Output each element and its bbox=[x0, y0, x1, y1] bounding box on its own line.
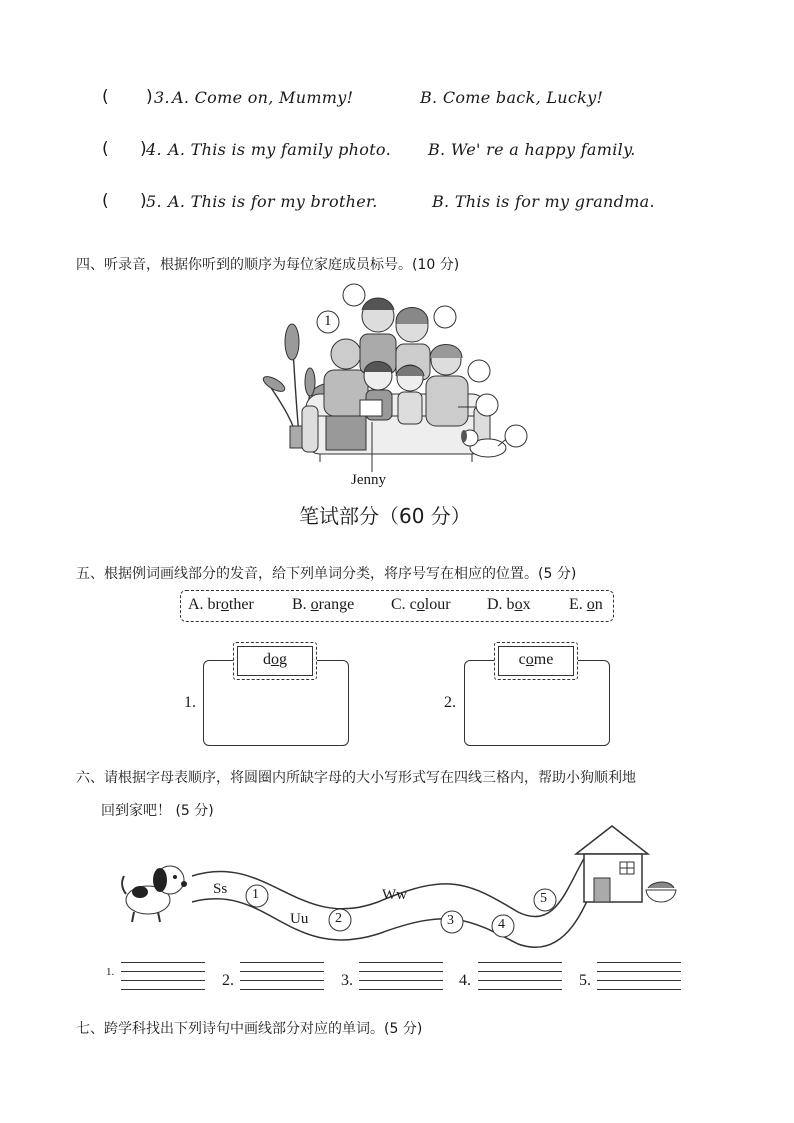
option-word-a: A. brother bbox=[188, 596, 254, 613]
answer-label-3: 3. bbox=[341, 972, 353, 989]
label-circle[interactable] bbox=[476, 394, 498, 416]
road-circle-4: 4 bbox=[498, 917, 505, 932]
answer-label-2: 2. bbox=[222, 972, 234, 989]
writing-lines-5[interactable] bbox=[597, 962, 681, 992]
letter-ww: Ww bbox=[382, 887, 407, 903]
writing-lines-1[interactable] bbox=[121, 962, 205, 992]
q3-item-4 bbox=[102, 139, 722, 163]
family-illustration bbox=[262, 276, 534, 490]
option-a: A. Come on, Mummy! bbox=[172, 88, 354, 107]
option-b: B. This is for my grandma. bbox=[432, 192, 655, 211]
item-number: 5. bbox=[146, 192, 162, 211]
label-circle[interactable] bbox=[343, 284, 365, 306]
jenny-label: Jenny bbox=[351, 472, 386, 488]
option-word-e: E. on bbox=[569, 596, 603, 613]
item-number: 3. bbox=[154, 88, 170, 107]
writing-lines-3[interactable] bbox=[359, 962, 443, 992]
section-4-title: 四、听录音，根据你听到的顺序为每位家庭成员标号。(10 分) bbox=[76, 257, 460, 273]
answer-paren-close: ) bbox=[146, 87, 153, 107]
writing-lines-4[interactable] bbox=[478, 962, 562, 992]
box-label-2: 2. bbox=[444, 694, 456, 711]
alphabet-path-illustration bbox=[118, 822, 688, 956]
item-number: 4. bbox=[146, 140, 162, 159]
road-circle-2: 2 bbox=[335, 911, 342, 926]
answer-paren-open[interactable]: ( bbox=[102, 191, 109, 211]
answer-label-5: 5. bbox=[579, 972, 591, 989]
label-circle[interactable] bbox=[505, 425, 527, 447]
written-part-heading: 笔试部分（60 分） bbox=[299, 504, 471, 528]
answer-label-4: 4. bbox=[459, 972, 471, 989]
label-circle[interactable] bbox=[434, 306, 456, 328]
option-word-d: D. box bbox=[487, 596, 531, 613]
circle-label-one: 1 bbox=[324, 313, 332, 329]
q3-item-5 bbox=[102, 191, 722, 215]
section-6-title-line1: 六、请根据字母表顺序，将圆圈内所缺字母的大小写形式写在四线三格内，帮助小狗顺利地 bbox=[76, 770, 636, 786]
example-word-tag-come: come bbox=[494, 642, 578, 680]
q3-item-3 bbox=[102, 87, 722, 111]
answer-label-1: 1. bbox=[106, 966, 115, 978]
answer-paren-close: ) bbox=[140, 139, 147, 159]
road-circle-3: 3 bbox=[447, 913, 454, 928]
answer-paren-open[interactable]: ( bbox=[102, 87, 109, 107]
road-circle-5: 5 bbox=[540, 891, 547, 906]
option-b: B. Come back, Lucky! bbox=[420, 88, 604, 107]
box-label-1: 1. bbox=[184, 694, 196, 711]
option-word-c: C. colour bbox=[391, 596, 451, 613]
label-circle[interactable] bbox=[468, 360, 490, 382]
section-6-title-line2: 回到家吧！ (5 分) bbox=[101, 803, 214, 819]
section-7-title: 七、跨学科找出下列诗句中画线部分对应的单词。(5 分) bbox=[76, 1021, 423, 1037]
letter-ss: Ss bbox=[213, 881, 228, 897]
writing-lines-2[interactable] bbox=[240, 962, 324, 992]
option-a: A. This is for my brother. bbox=[168, 192, 378, 211]
family-picture-icon bbox=[262, 276, 534, 490]
option-b: B. We' re a happy family. bbox=[428, 140, 636, 159]
option-word-b: B. orange bbox=[292, 596, 355, 613]
letter-uu: Uu bbox=[290, 911, 309, 927]
section-5-title: 五、根据例词画线部分的发音，给下列单词分类，将序号写在相应的位置。(5 分) bbox=[76, 566, 577, 582]
option-a: A. This is my family photo. bbox=[168, 140, 391, 159]
road-circle-1: 1 bbox=[252, 887, 259, 902]
example-word-tag-dog: dog bbox=[233, 642, 317, 680]
answer-paren-open[interactable]: ( bbox=[102, 139, 109, 159]
word-options-box bbox=[180, 590, 614, 622]
answer-paren-close: ) bbox=[140, 191, 147, 211]
